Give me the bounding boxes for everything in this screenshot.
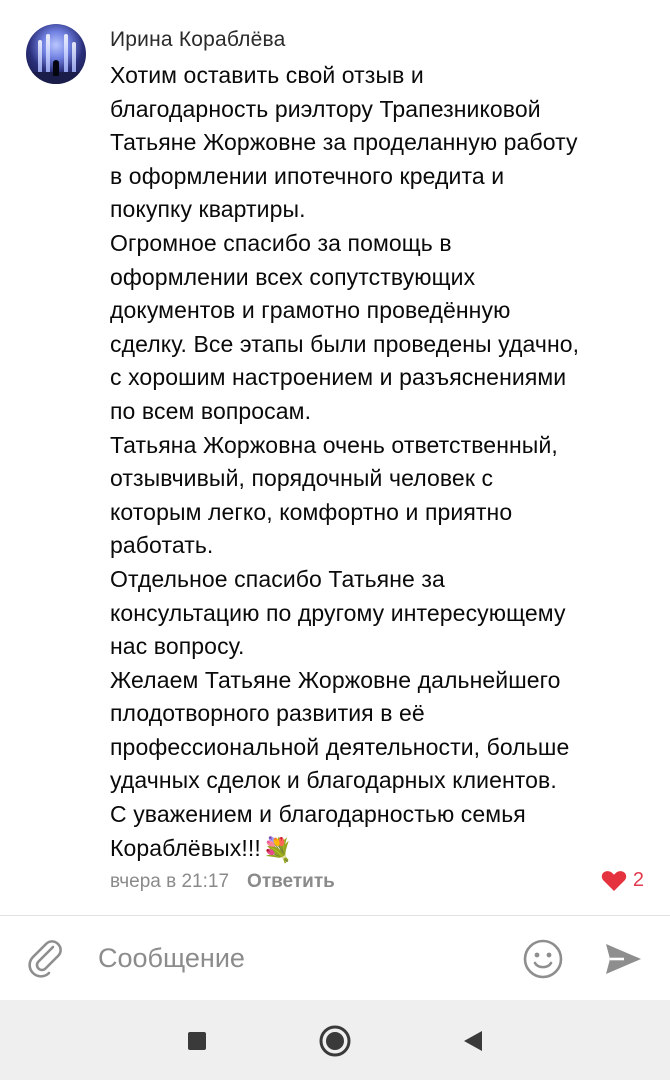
comment-line-text: Кораблёвых!!! bbox=[110, 834, 261, 861]
comment-line: Огромное спасибо за помощь в bbox=[110, 229, 452, 256]
bouquet-emoji-icon: 💐 bbox=[262, 836, 293, 864]
likes-count: 2 bbox=[632, 869, 644, 891]
message-composer bbox=[0, 916, 670, 1000]
comment-line: благодарность риэлтору Трапезниковой bbox=[110, 95, 541, 122]
comment-line: Желаем Татьяне Жоржовне дальнейшего bbox=[110, 666, 561, 693]
comment-line: отзывчивый, порядочный человек с bbox=[110, 465, 494, 492]
comment-line: нас вопросу. bbox=[110, 633, 245, 660]
fountain-jet bbox=[72, 42, 76, 74]
comment-text bbox=[110, 59, 660, 865]
comment-line: Татьяне Жоржовне за проделанную работу bbox=[110, 129, 578, 156]
comment-line: Татьяна Жоржовна очень ответственный, bbox=[110, 431, 558, 458]
timestamp: вчера в 21:17 bbox=[110, 871, 230, 892]
heart-icon bbox=[601, 870, 627, 892]
send-arrow-icon[interactable] bbox=[602, 938, 644, 980]
square-icon[interactable] bbox=[188, 1032, 206, 1050]
avatar[interactable] bbox=[26, 24, 86, 84]
author-name[interactable]: Ирина Кораблёва bbox=[110, 28, 286, 51]
comment-line: по всем вопросам. bbox=[110, 397, 312, 424]
comment-line: профессиональной деятельности, больше bbox=[110, 733, 570, 760]
paperclip-icon[interactable] bbox=[26, 938, 66, 978]
comment-line: которым легко, комфортно и приятно bbox=[110, 498, 513, 525]
comment-line: Хотим оставить свой отзыв и bbox=[110, 62, 424, 88]
fountain-jet bbox=[46, 34, 50, 74]
comment-line: консультацию по другому интересующему bbox=[110, 599, 566, 626]
triangle-back-icon[interactable] bbox=[462, 1030, 484, 1052]
comment-line: покупку квартиры. bbox=[110, 196, 306, 223]
comment-line-last bbox=[110, 832, 660, 866]
like-button[interactable] bbox=[601, 869, 644, 892]
fountain-jet bbox=[38, 40, 42, 74]
comment-line: с хорошим настроением и разъяснениями bbox=[110, 364, 567, 391]
comment-line: сделку. Все этапы были проведены удачно, bbox=[110, 330, 580, 357]
fountain-jet bbox=[64, 34, 68, 74]
comment-line: работать. bbox=[110, 532, 214, 559]
comment-line: С уважением и благодарностью семья bbox=[110, 801, 526, 828]
avatar-figure bbox=[53, 60, 59, 76]
smiley-icon[interactable] bbox=[522, 938, 564, 980]
reply-button[interactable]: Ответить bbox=[247, 871, 335, 892]
comment-line: оформлении всех сопутствующих bbox=[110, 263, 476, 290]
comment-line: Отдельное спасибо Татьяне за bbox=[110, 565, 445, 592]
message-input[interactable] bbox=[98, 938, 498, 978]
comment-line: плодотворного развития в её bbox=[110, 700, 425, 727]
comment-line: в оформлении ипотечного кредита и bbox=[110, 162, 505, 189]
system-navbar bbox=[0, 1000, 670, 1080]
comment-line: удачных сделок и благодарных клиентов. bbox=[110, 767, 557, 794]
circle-icon[interactable] bbox=[318, 1024, 352, 1058]
comment-meta bbox=[110, 871, 335, 893]
comment-line: документов и грамотно проведённую bbox=[110, 297, 511, 324]
